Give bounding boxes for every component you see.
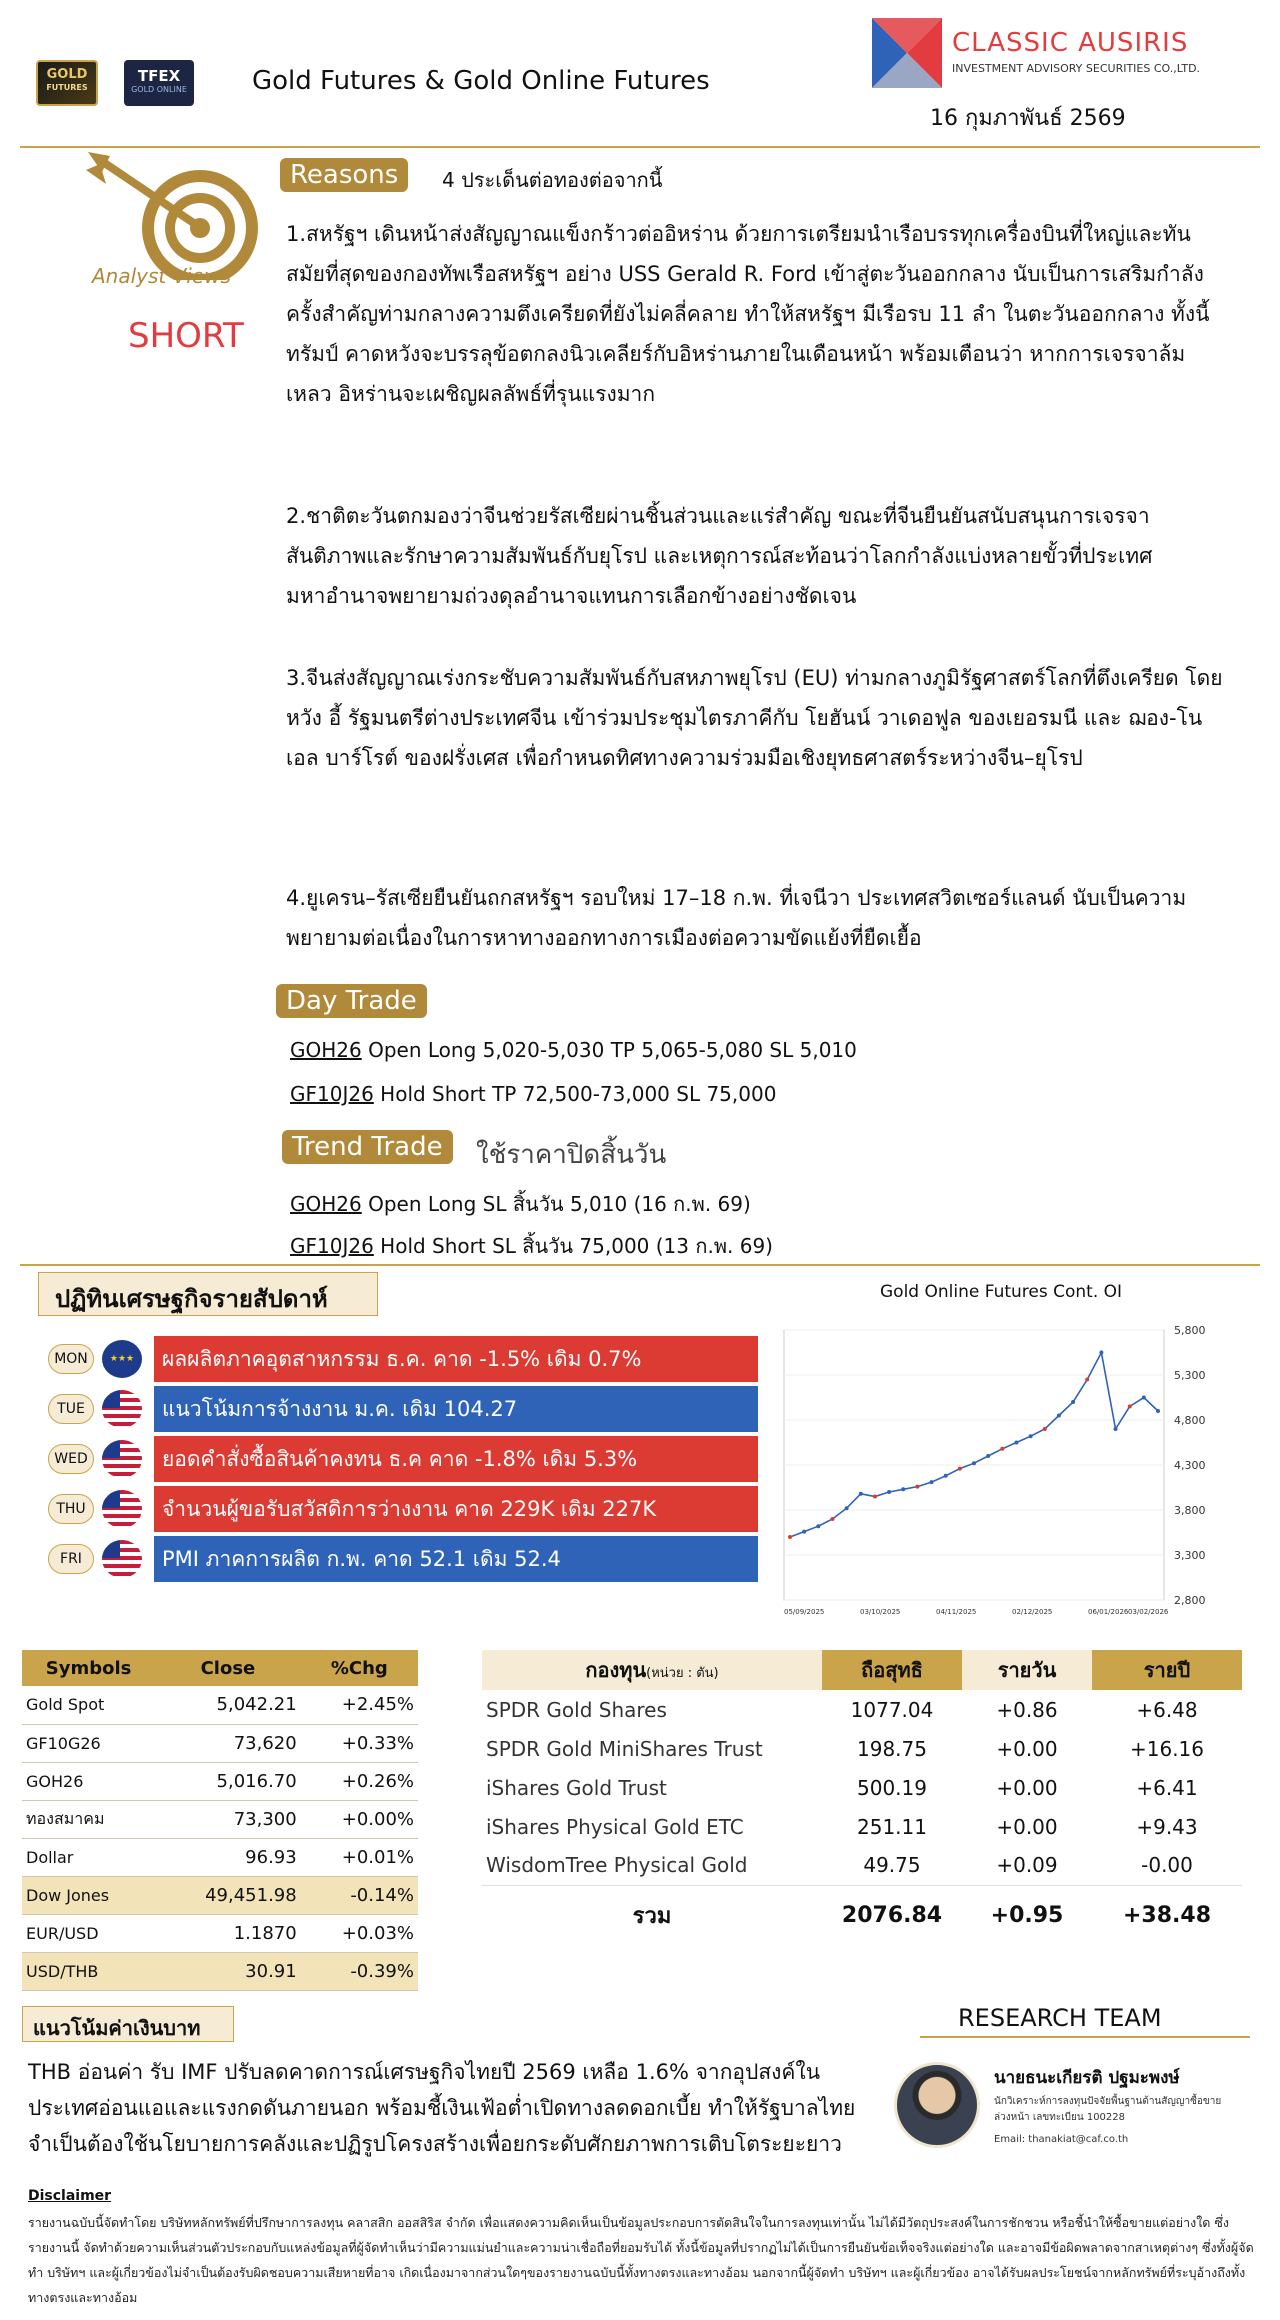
us-flag-icon <box>102 1490 142 1528</box>
trade-symbol: GOH26 <box>290 1192 362 1216</box>
price-close: 49,451.98 <box>155 1876 301 1914</box>
prices-header-row <box>22 1650 418 1686</box>
reason-item-4: 4.ยูเครน–รัสเซียยืนยันถกสหรัฐฯ รอบใหม่ 17–18 ก.พ. ที่เจนีวา ประเทศสวิตเซอร์แลนด์ นับเป็นความพยายามต่อเนื่องในการหาทางออกทางการเมืองต่อความขัดแย้งที่ยืดเยื้อ <box>286 886 1187 950</box>
y-tick-label: 2,800 <box>1174 1594 1206 1607</box>
eu-flag-icon: ★★★ <box>102 1340 142 1378</box>
chart-point <box>1014 1441 1018 1445</box>
price-row <box>22 1800 418 1838</box>
price-symbol: Dow Jones <box>22 1876 155 1914</box>
reasons-label: Reasons <box>280 158 408 192</box>
chart-point <box>958 1467 962 1471</box>
calendar-row-fri <box>44 1536 758 1582</box>
brand-subtitle: INVESTMENT ADVISORY SECURITIES CO.,LTD. <box>952 62 1201 75</box>
fund-daily: +0.86 <box>996 1697 1058 1722</box>
y-tick-label: 4,300 <box>1174 1459 1206 1472</box>
day-trade-line-2 <box>290 1082 776 1106</box>
chart-point <box>1071 1400 1075 1404</box>
event-text: แนวโน้มการจ้างงาน ม.ค. เดิม 104.27 <box>154 1386 758 1432</box>
x-tick-label: 04/11/2025 <box>936 1608 977 1616</box>
analyst-role: นักวิเคราะห์การลงทุนปัจจัยพื้นฐานด้านสัญญาซื้อขายล่วงหน้า เลขทะเบียน 100228 <box>994 2096 1222 2123</box>
price-symbol: USD/THB <box>22 1952 155 1990</box>
fund-name: SPDR Gold MiniShares Trust <box>486 1736 763 1761</box>
col-daily: รายวัน <box>962 1650 1092 1690</box>
calendar-row-thu <box>44 1486 758 1532</box>
fund-daily: +0.00 <box>996 1775 1058 1800</box>
fund-yearly: +9.43 <box>1136 1814 1198 1839</box>
price-chg: +0.00% <box>301 1800 418 1838</box>
reason-item-3: 3.จีนส่งสัญญาณเร่งกระชับความสัมพันธ์กับสหภาพยุโรป (EU) ท่ามกลางภูมิรัฐศาสตร์โลกที่ตึงเครียด โดย หวัง อี้ รัฐมนตรีต่างประเทศจีน เข้าร่วมประชุมไตรภาคีกับ โยฮันน์ วาเดอฟูล ของเยอรมนี และ ฌอง-โนเอล บาร์โรต์ ของฝรั่งเศส เพื่อกำหนดทิศทางความร่วมมือเชิงยุทธศาสตร์ระหว่างจีน–ยุโรป <box>286 666 1223 770</box>
price-row <box>22 1914 418 1952</box>
price-close: 5,016.70 <box>155 1762 301 1800</box>
fund-daily: +0.09 <box>996 1853 1058 1878</box>
fund-name: iShares Physical Gold ETC <box>486 1814 744 1839</box>
trade-text: Open Long 5,020-5,030 TP 5,065-5,080 SL 5,010 <box>361 1038 857 1062</box>
chart-point <box>1156 1409 1160 1413</box>
calendar-title: ปฏิทินเศรษฐกิจรายสัปดาห์ <box>38 1272 378 1316</box>
trend-trade-subtitle: ใช้ราคาปิดสิ้นวัน <box>476 1140 667 1170</box>
total-yearly: +38.48 <box>1092 1885 1242 1945</box>
trade-symbol: GOH26 <box>290 1038 362 1062</box>
document-title: Gold Futures & Gold Online Futures <box>252 66 710 96</box>
price-chg: +2.45% <box>301 1686 418 1724</box>
fund-hold: 1077.04 <box>850 1697 934 1722</box>
holding-row <box>482 1768 1242 1807</box>
y-tick-label: 4,800 <box>1174 1414 1206 1427</box>
chart-title: Gold Online Futures Cont. OI <box>880 1282 1123 1302</box>
price-row <box>22 1762 418 1800</box>
chart-point <box>830 1517 834 1521</box>
price-row <box>22 1724 418 1762</box>
col-hold: ถือสุทธิ <box>822 1650 962 1690</box>
price-chg: +0.26% <box>301 1762 418 1800</box>
analyst-view-short: SHORT <box>128 316 244 356</box>
chart-point <box>887 1490 891 1494</box>
fund-yearly: -0.00 <box>1141 1853 1193 1878</box>
classic-ausiris-logo-icon <box>872 18 942 88</box>
disclaimer-text: รายงานฉบับนี้จัดทำโดย บริษัทหลักทรัพย์ที่ปรึกษาการลงทุน คลาสสิก ออสสิริส จำกัด เพื่อแสดงความคิดเห็นเป็นข้อมูลประกอบการตัดสินใจในการลงทุนเท่านั้น ไม่ได้มีวัตถุประสงค์ในการชักชวน หรือชี้นำให้ซื้อขายแต่อย่างใด ซึ่งรายงานนี้ จัดทำด้วยความเห็นส่วนตัวประกอบกับแหล่งข้อมูลที่ผู้จัดทำเห็นว่ามีความแม่นยำและความน่าเชื่อถือที่ยอมรับได้ ทั้งนี้ข้อมูลที่ปรากฏไม่ได้เป็นการยืนยันข้อเท็จจริงแต่อย่างใด และอาจมีข้อผิดพลาดจากสาเหตุต่างๆ ซึ่งทั้งผู้จัดทำ บริษัทฯ และผู้เกี่ยวข้องไม่จำเป็นต้องรับผิดชอบความเสียหายที่อาจ เกิดเนื่องมาจากส่วนใดๆของรายงานฉบับนี้ทั้งทางตรงและทางอ้อม นอกจากนี้ผู้จัดทำ บริษัทฯ และผู้เกี่ยวข้อง อาจได้รับผลประโยชน์จากหลักทรัพย์ที่ระบุอ้างถึงทั้งทางตรงและทางอ้อม <box>28 2215 1254 2305</box>
price-chg: -0.39% <box>301 1952 418 1990</box>
fund-hold: 251.11 <box>857 1814 927 1839</box>
price-symbol: Dollar <box>22 1838 155 1876</box>
price-symbol: ทองสมาคม <box>22 1800 155 1838</box>
analyst-avatar <box>894 2062 980 2148</box>
fund-hold: 500.19 <box>857 1775 927 1800</box>
chart-point <box>1029 1434 1033 1438</box>
y-tick-label: 3,800 <box>1174 1504 1206 1517</box>
day-label: MON <box>48 1344 94 1374</box>
currency-title: แนวโน้มค่าเงินบาท <box>22 2006 234 2042</box>
price-chg: -0.14% <box>301 1876 418 1914</box>
calendar-row-tue <box>44 1386 758 1432</box>
holding-row <box>482 1729 1242 1768</box>
x-tick-label: 03/02/2026 <box>1128 1608 1169 1616</box>
price-symbol: GF10G26 <box>22 1724 155 1762</box>
price-symbol: Gold Spot <box>22 1686 155 1724</box>
y-tick-label: 3,300 <box>1174 1549 1206 1562</box>
price-close: 96.93 <box>155 1838 301 1876</box>
chart-point <box>944 1474 948 1478</box>
price-close: 1.1870 <box>155 1914 301 1952</box>
total-hold: 2076.84 <box>822 1885 962 1945</box>
fund-yearly: +6.41 <box>1136 1775 1198 1800</box>
fund-name: WisdomTree Physical Gold <box>486 1853 748 1878</box>
analyst-name: นายธนะเกียรติ ปฐมะพงษ์ <box>994 2068 1180 2088</box>
chart-point <box>802 1530 806 1534</box>
col-yearly: รายปี <box>1092 1650 1242 1690</box>
chart-point <box>788 1535 792 1539</box>
price-close: 73,300 <box>155 1800 301 1838</box>
holding-row <box>482 1807 1242 1846</box>
chart-point <box>972 1461 976 1465</box>
us-flag-icon <box>102 1540 142 1578</box>
event-text: PMI ภาคการผลิต ก.พ. คาด 52.1 เดิม 52.4 <box>154 1536 758 1582</box>
holdings-header-row <box>482 1650 1242 1690</box>
chart-point <box>845 1506 849 1510</box>
reason-item-1: 1.สหรัฐฯ เดินหน้าส่งสัญญาณแข็งกร้าวต่ออิหร่าน ด้วยการเตรียมนำเรือบรรทุกเครื่องบินที่ใหญ่และทันสมัยที่สุดของกองทัพเรือสหรัฐฯ อย่าง USS Gerald R. Ford เข้าสู่ตะวันออกกลาง นับเป็นการเสริมกำลังครั้งสำคัญท่ามกลางความตึงเครียดที่ยังไม่คลี่คลาย ทำให้สหรัฐฯ มีเรือรบ 11 ลำ ในตะวันออกกลาง ทั้งนี้ทรัมป์ คาดหวังจะบรรลุข้อตกลงนิวเคลียร์กับอิหร่านภายในเดือนหน้า พร้อมเตือนว่า หากการเจรจาล้มเหลว อิหร่านจะเผชิญผลลัพธ์ที่รุนแรงมาก <box>286 222 1210 406</box>
disclaimer-title: Disclaimer <box>28 2188 112 2204</box>
oi-line-chart <box>770 1320 1210 1620</box>
day-trade-line-1 <box>290 1038 857 1062</box>
price-chg: +0.33% <box>301 1724 418 1762</box>
holdings-table <box>482 1650 1242 1945</box>
price-close: 30.91 <box>155 1952 301 1990</box>
x-tick-label: 02/12/2025 <box>1012 1608 1053 1616</box>
fund-header-label: กองทุน <box>585 1658 647 1682</box>
holdings-total-row <box>482 1885 1242 1945</box>
price-close: 5,042.21 <box>155 1686 301 1724</box>
chart-point <box>1057 1414 1061 1418</box>
day-label: TUE <box>48 1394 94 1424</box>
logo-gold-text: GOLD <box>46 67 88 82</box>
price-close: 73,620 <box>155 1724 301 1762</box>
chart-point <box>1085 1378 1089 1382</box>
chart-point <box>873 1495 877 1499</box>
analyst-email: Email: thanakiat@caf.co.th <box>994 2134 1129 2145</box>
trade-text: Hold Short SL สิ้นวัน 75,000 (13 ก.พ. 69) <box>373 1234 773 1258</box>
x-tick-label: 03/10/2025 <box>860 1608 901 1616</box>
research-team-divider <box>920 2036 1250 2038</box>
price-row <box>22 1952 418 1990</box>
x-tick-label: 06/01/2026 <box>1088 1608 1129 1616</box>
currency-text: THB อ่อนค่า รับ IMF ปรับลดคาดการณ์เศรษฐกิจไทยปี 2569 เหลือ 1.6% จากอุปสงค์ในประเทศอ่อนแอและแรงกดดันภายนอก พร้อมชี้เงินเฟ้อต่ำเปิดทางลดดอกเบี้ย ทำให้รัฐบาลไทยจำเป็นต้องใช้นโยบายการคลังและปฏิรูปโครงสร้างเพื่อยกระดับศักยภาพการเติบโตระยะยาว <box>28 2060 856 2156</box>
fund-hold: 198.75 <box>857 1736 927 1761</box>
trade-symbol: GF10J26 <box>290 1082 374 1106</box>
calendar-row-mon <box>44 1336 758 1382</box>
trade-symbol: GF10J26 <box>290 1234 374 1258</box>
col-symbols: Symbols <box>22 1650 155 1686</box>
prices-table <box>22 1650 418 1991</box>
chart-point <box>1099 1351 1103 1355</box>
fund-daily: +0.00 <box>996 1736 1058 1761</box>
day-label: FRI <box>48 1544 94 1574</box>
total-label: รวม <box>482 1885 822 1945</box>
price-row <box>22 1686 418 1724</box>
target-arrow-icon <box>80 150 280 280</box>
col-close: Close <box>155 1650 301 1686</box>
event-text: ยอดคำสั่งซื้อสินค้าคงทน ธ.ค คาด -1.8% เดิม 5.3% <box>154 1436 758 1482</box>
logo-tfex-subtext: GOLD ONLINE <box>131 85 187 94</box>
fund-name: SPDR Gold Shares <box>486 1697 667 1722</box>
price-chg: +0.03% <box>301 1914 418 1952</box>
fund-yearly: +6.48 <box>1136 1697 1198 1722</box>
trend-trade-line-2 <box>290 1230 773 1262</box>
col-chg: %Chg <box>301 1650 418 1686</box>
price-symbol: GOH26 <box>22 1762 155 1800</box>
fund-daily: +0.00 <box>996 1814 1058 1839</box>
price-chg: +0.01% <box>301 1838 418 1876</box>
chart-point <box>901 1487 905 1491</box>
logo-tfex-text: TFEX <box>137 67 181 85</box>
price-row <box>22 1876 418 1914</box>
price-row <box>22 1838 418 1876</box>
chart-point <box>930 1480 934 1484</box>
report-date: 16 กุมภาพันธ์ 2569 <box>930 106 1126 131</box>
gold-futures-logo <box>36 60 98 106</box>
reason-item-2: 2.ชาติตะวันตกมองว่าจีนช่วยรัสเซียผ่านชิ้นส่วนและแร่สำคัญ ขณะที่จีนยืนยันสนับสนุนการเจรจาสันติภาพและรักษาความสัมพันธ์กับยุโรป และเหตุการณ์สะท้อนว่าโลกกำลังแบ่งหลายขั้วที่ประเทศมหาอำนาจพยายามถ่วงดุลอำนาจแทนการเลือกข้างอย่างชัดเจน <box>286 504 1153 608</box>
calendar-row-wed <box>44 1436 758 1482</box>
reasons-subtitle: 4 ประเด็นต่อทองต่อจากนี้ <box>442 168 663 192</box>
chart-point <box>1000 1447 1004 1451</box>
section-divider <box>20 1264 1260 1266</box>
trend-trade-line-1 <box>290 1188 751 1220</box>
day-label: THU <box>48 1494 94 1524</box>
analyst-views-label: Analyst Views <box>92 264 231 288</box>
total-daily: +0.95 <box>962 1885 1092 1945</box>
price-symbol: EUR/USD <box>22 1914 155 1952</box>
us-flag-icon <box>102 1440 142 1478</box>
chart-point <box>1043 1427 1047 1431</box>
col-fund <box>482 1650 822 1690</box>
day-label: WED <box>48 1444 94 1474</box>
logo-gold-subtext: FUTURES <box>46 82 88 92</box>
event-text: จำนวนผู้ขอรับสวัสดิการว่างงาน คาด 229K เดิม 227K <box>154 1486 758 1532</box>
event-text: ผลผลิตภาคอุตสาหกรรม ธ.ค. คาด -1.5% เดิม 0.7% <box>154 1336 758 1382</box>
header-divider <box>20 146 1260 148</box>
chart-point <box>1114 1427 1118 1431</box>
trend-trade-label: Trend Trade <box>282 1130 453 1164</box>
chart-point <box>1142 1396 1146 1400</box>
chart-point <box>915 1485 919 1489</box>
fund-yearly: +16.16 <box>1129 1736 1204 1761</box>
day-trade-label: Day Trade <box>276 984 427 1018</box>
tfex-logo <box>124 60 194 106</box>
chart-point <box>986 1454 990 1458</box>
brand-name: CLASSIC AUSIRIS <box>952 28 1189 58</box>
us-flag-icon <box>102 1390 142 1428</box>
chart-point <box>859 1492 863 1496</box>
trade-text: Open Long SL สิ้นวัน 5,010 (16 ก.พ. 69) <box>361 1192 751 1216</box>
holding-row <box>482 1846 1242 1885</box>
y-tick-label: 5,300 <box>1174 1369 1206 1382</box>
fund-name: iShares Gold Trust <box>486 1775 667 1800</box>
research-team-title: RESEARCH TEAM <box>958 2004 1162 2032</box>
y-tick-label: 5,800 <box>1174 1324 1206 1337</box>
fund-hold: 49.75 <box>863 1853 921 1878</box>
chart-point <box>1128 1405 1132 1409</box>
unit-label: (หน่วย : ตัน) <box>646 1666 719 1681</box>
x-tick-label: 05/09/2025 <box>784 1608 825 1616</box>
trade-text: Hold Short TP 72,500-73,000 SL 75,000 <box>373 1082 777 1106</box>
chart-point <box>816 1524 820 1528</box>
holding-row <box>482 1690 1242 1729</box>
